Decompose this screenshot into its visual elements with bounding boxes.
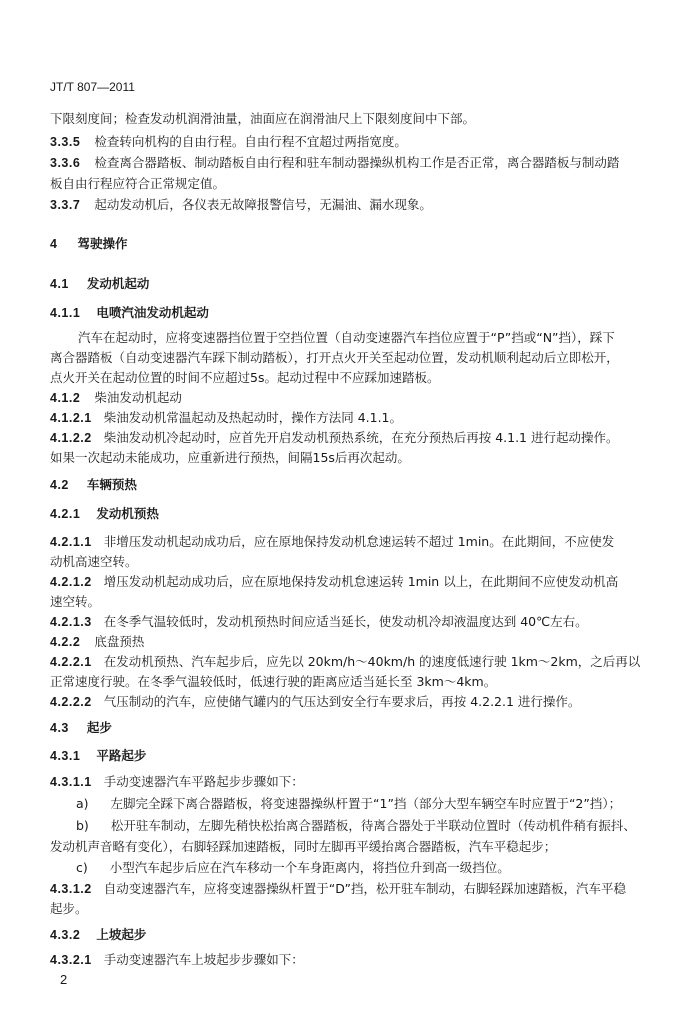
- paragraph-line: 离合器踏板（自动变速器汽车踩下制动踏板），打开点火开关至起动位置，发动机顺利起动后立即松开，: [50, 350, 619, 365]
- paragraph-line: 点火开关在起动位置的时间不应超过5s。起动过程中不应踩加速踏板。: [50, 370, 440, 385]
- clause-4-1-2-1: 4.1.2.1 柴油发动机常温起动及热起动时，操作方法同 4.1.1。: [50, 410, 403, 425]
- clause-4-2-1-2: 4.2.1.2 增压发动机起动成功后，应在原地保持发动机怠速运转 1min 以上，在此期间不应使发动机高: [50, 574, 619, 589]
- clause-4-1-2: 4.1.2 柴油发动机起动: [50, 390, 182, 405]
- clause-3-3-7: 3.3.7 起动发动机后，各仪表无故障报警信号，无漏油、漏水现象。: [50, 197, 432, 212]
- text-line: 动机高速空转。: [50, 554, 138, 569]
- clause-3-3-5: 3.3.5 检查转向机构的自由行程。自由行程不宜超过两指宽度。: [50, 134, 407, 149]
- clause-4-3-2-1: 4.3.2.1 手动变速器汽车上坡起步步骤如下：: [50, 952, 304, 967]
- paragraph-line: 汽车在起动时，应将变速器挡位置于空挡位置（自动变速器汽车挡位应置于“P”挡或“N”挡），踩下: [78, 330, 615, 345]
- section-heading-4-3-2: 4.3.2 上坡起步: [50, 927, 147, 942]
- section-heading-4-3: 4.3 起步: [50, 720, 112, 735]
- list-item-c: c) 小型汽车起步后应在汽车移动一个车身距离内，将挡位升到高一级挡位。: [76, 860, 510, 875]
- text-line: 起步。: [50, 901, 88, 916]
- text-line: 如果一次起动未能成功，应重新进行预热，间隔15s后再次起动。: [50, 450, 410, 465]
- list-item-b: b) 松开驻车制动，左脚先稍快松抬离合器踏板，待离合器处于半联动位置时（传动机件稍有振抖、: [76, 818, 636, 833]
- clause-4-2-2-2: 4.2.2.2 气压制动的汽车，应使储气罐内的气压达到安全行车要求后，再按 4.2.2.1 进行操作。: [50, 694, 581, 709]
- section-heading-4: 4 驾驶操作: [50, 236, 128, 251]
- clause-4-3-1-2: 4.3.1.2 自动变速器汽车，应将变速器操纵杆置于“D”挡，松开驻车制动，右脚轻踩加速踏板，汽车平稳: [50, 881, 626, 896]
- section-heading-4-3-1: 4.3.1 平路起步: [50, 748, 147, 763]
- clause-3-3-6: 3.3.6 检查离合器踏板、制动踏板自由行程和驻车制动器操纵机构工作是否正常，离合器踏板与制动踏: [50, 155, 620, 170]
- text-line: 速空转。: [50, 594, 101, 609]
- list-item-a: a) 左脚完全踩下离合器踏板，将变速器操纵杆置于“1”挡（部分大型车辆空车时应置于“2”挡）；: [76, 796, 622, 811]
- section-heading-4-2: 4.2 车辆预热: [50, 477, 137, 492]
- page-number: 2: [60, 972, 68, 987]
- standard-number: JT/T 807—2011: [50, 80, 135, 94]
- clause-4-2-1-3: 4.2.1.3 在冬季气温较低时，发动机预热时间应适当延长，使发动机冷却液温度达到 40℃左右。: [50, 614, 588, 629]
- section-heading-4-1-1: 4.1.1 电喷汽油发动机起动: [50, 305, 209, 320]
- clause-4-2-2: 4.2.2 底盘预热: [50, 634, 145, 649]
- text-line: 下限刻度间；检查发动机润滑油量，油面应在润滑油尺上下限刻度间中下部。: [50, 111, 476, 126]
- clause-4-3-1-1: 4.3.1.1 手动变速器汽车平路起步步骤如下：: [50, 774, 304, 789]
- clause-4-2-2-1: 4.2.2.1 在发动机预热、汽车起步后，应先以 20km/h～40km/h 的速度低速行驶 1km～2km，之后再以: [50, 654, 641, 669]
- text-line: 发动机声音略有变化），右脚轻踩加速踏板，同时左脚再平缓抬离合器踏板，汽车平稳起步；: [50, 839, 557, 854]
- text-line: 正常速度行驶。在冬季气温较低时，低速行驶的距离应适当延长至 3km～4km。: [50, 674, 497, 689]
- section-heading-4-1: 4.1 发动机起动: [50, 276, 150, 291]
- text-line: 板自由行程应符合正常规定值。: [50, 176, 226, 191]
- clause-4-1-2-2: 4.1.2.2 柴油发动机冷起动时，应首先开启发动机预热系统，在充分预热后再按 4.1.1 进行起动操作。: [50, 430, 619, 445]
- section-heading-4-2-1: 4.2.1 发动机预热: [50, 506, 159, 521]
- clause-4-2-1-1: 4.2.1.1 非增压发动机起动成功后，应在原地保持发动机怠速运转不超过 1min。在此期间，不应使发: [50, 534, 615, 549]
